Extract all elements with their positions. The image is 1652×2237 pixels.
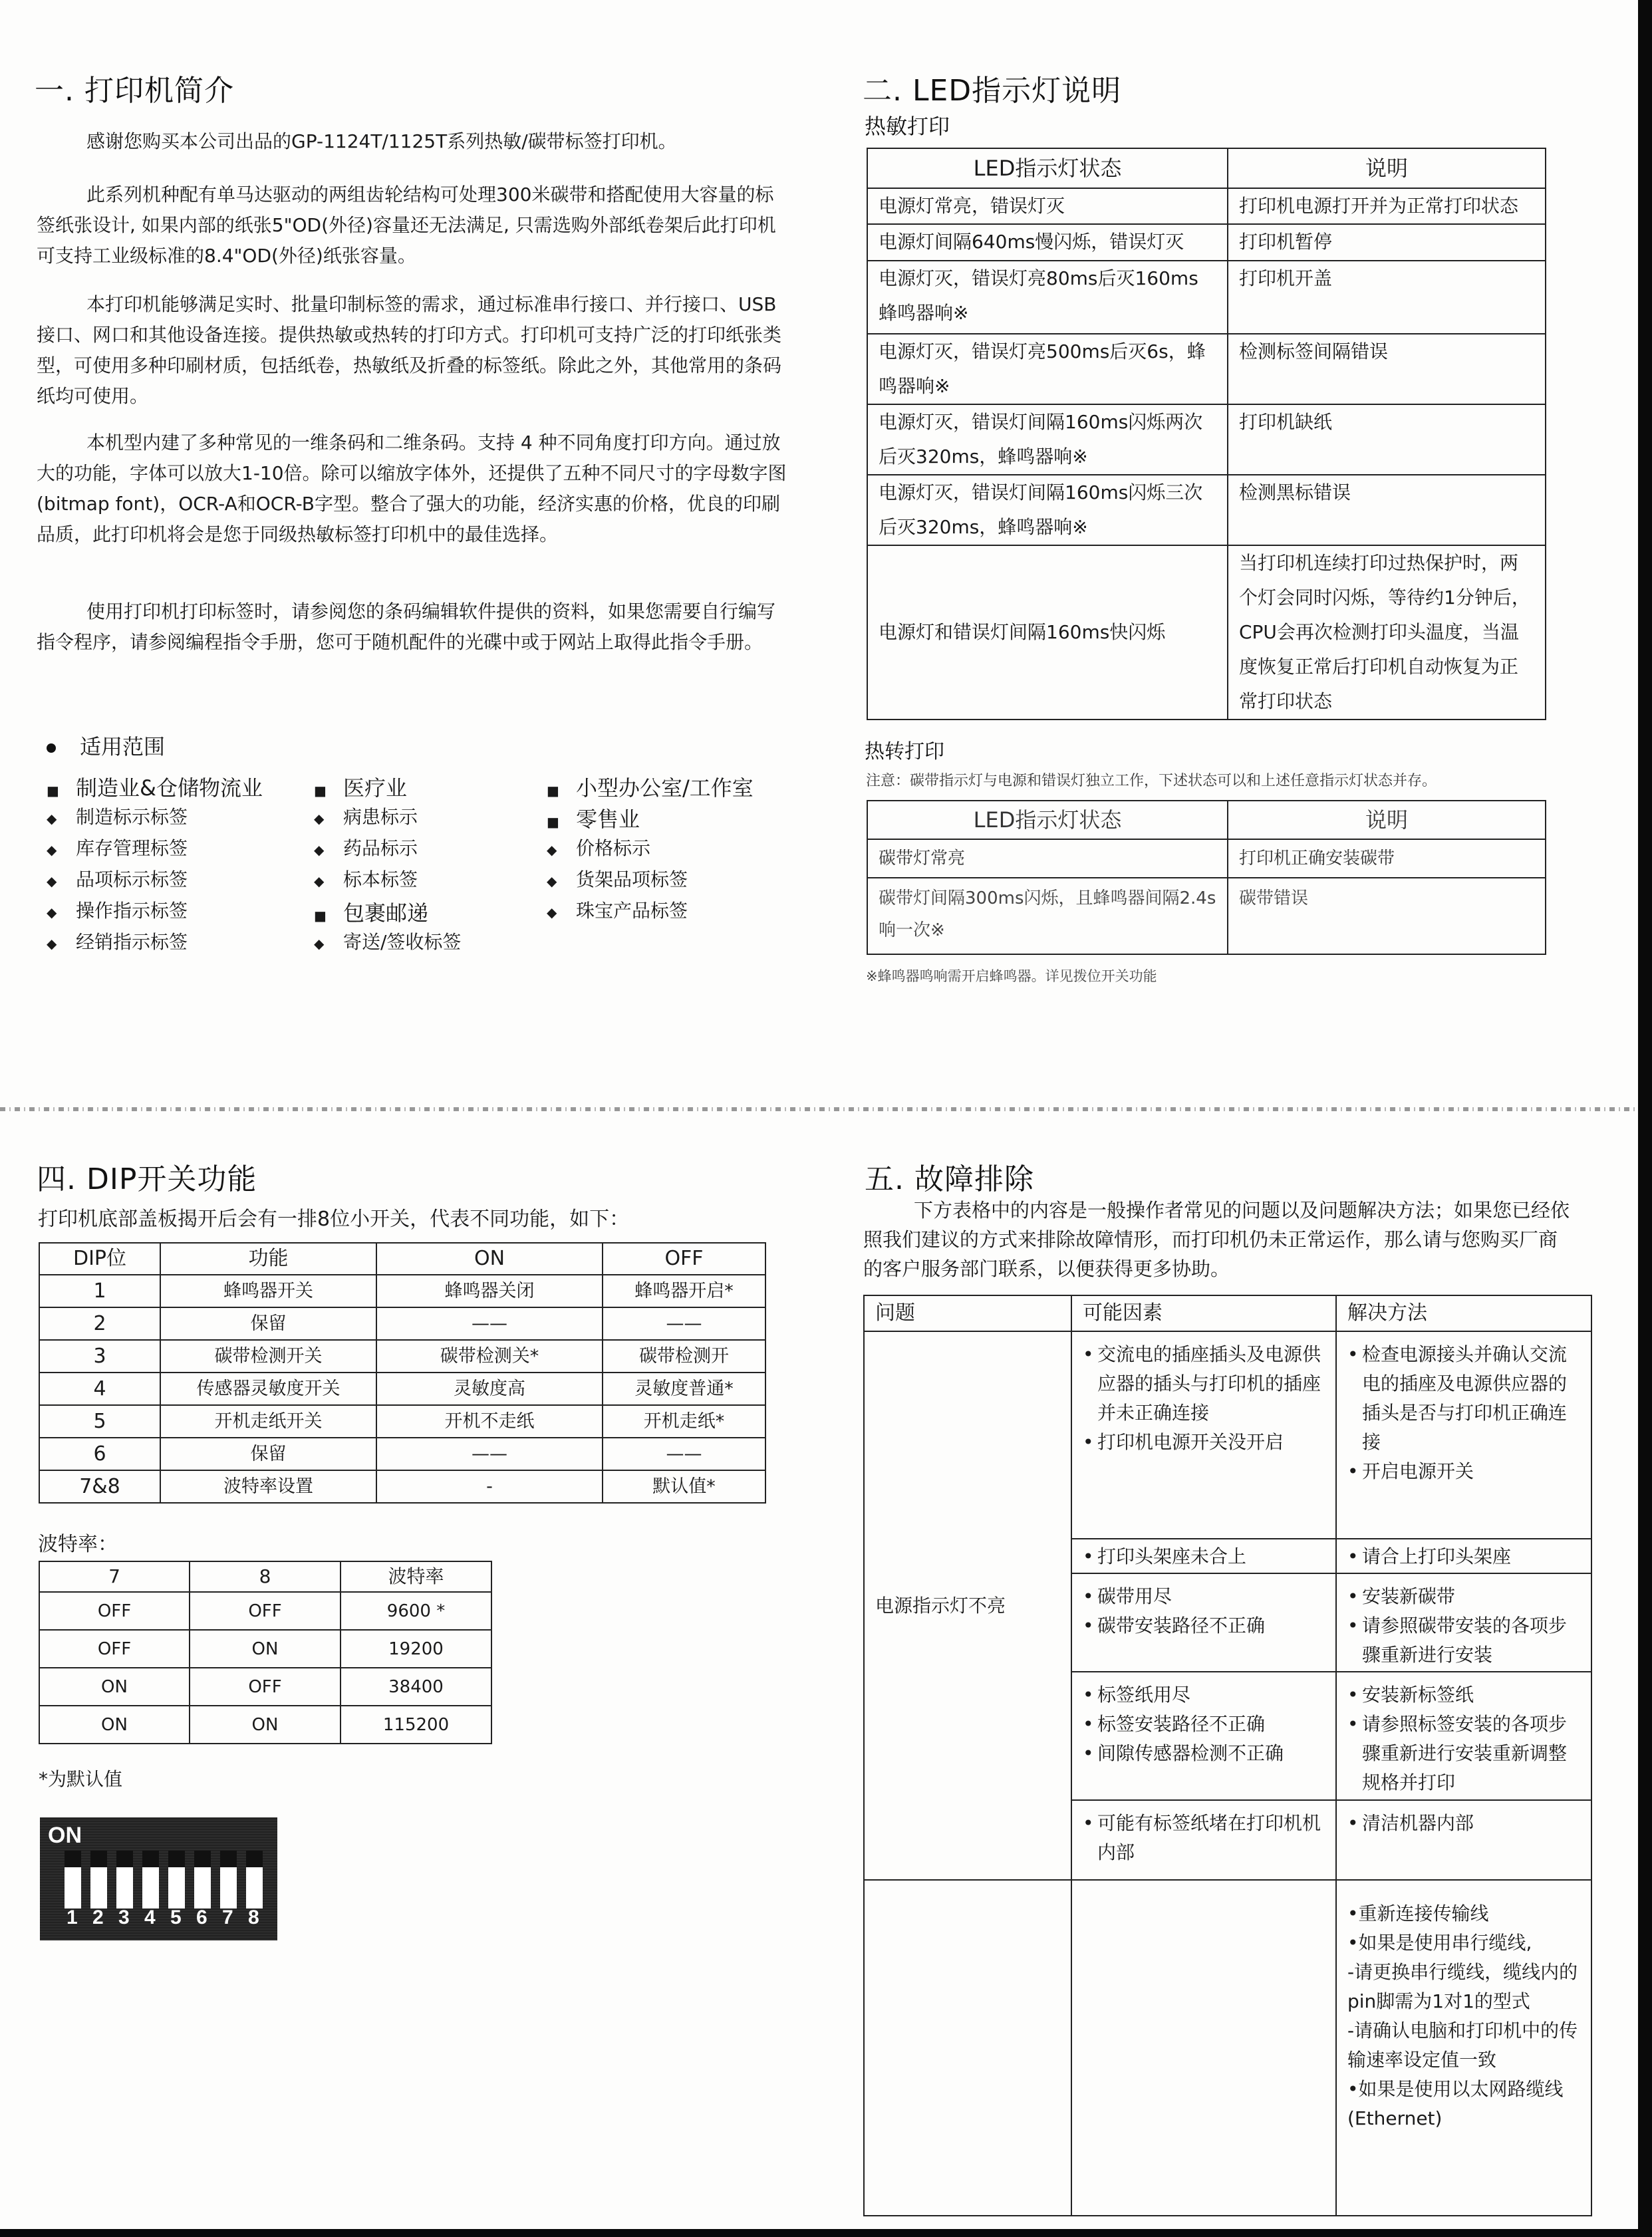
problem-cell xyxy=(864,1880,1071,2216)
paragraph-text: 感谢您购买本公司出品的GP-1124T/1125T系列热敏/碳带标签打印机。 xyxy=(86,130,677,152)
scope-item-label: 药品标示 xyxy=(343,837,418,859)
scan-edge-right xyxy=(1638,0,1652,2237)
led-state-cell: 电源灯灭，错误灯间隔160ms闪烁三次后灭320ms，蜂鸣器响※ xyxy=(867,475,1228,545)
scope-item xyxy=(314,928,461,954)
column-header: 解决方法 xyxy=(1336,1295,1591,1331)
dip-switch-number: 3 xyxy=(118,1907,130,1928)
scope-item-label: 制造业&仓储物流业 xyxy=(76,775,263,801)
scope-item-label: 制造标示标签 xyxy=(76,806,188,828)
cause-item: • 间隙传感器检测不正确 xyxy=(1083,1739,1325,1768)
transfer-note: 注意：碳带指示灯与电源和错误灯独立工作，下述状态可以和上述任意指示灯状态并存。 xyxy=(866,773,1437,789)
baud-row xyxy=(39,1630,491,1668)
led-desc-cell: 打印机暂停 xyxy=(1228,224,1546,261)
bullet-icon xyxy=(47,743,56,753)
troubleshoot-row xyxy=(864,1331,1591,1539)
baud-title: 波特率： xyxy=(38,1533,118,1556)
solution-cell xyxy=(1336,1539,1591,1573)
dip-cell: 碳带检测开关 xyxy=(160,1340,376,1373)
troubleshoot-table xyxy=(863,1295,1592,2216)
scope-item xyxy=(47,803,188,829)
led-state-cell: 电源灯常亮，错误灯灭 xyxy=(867,188,1228,224)
scope-item-label: 珠宝产品标签 xyxy=(576,900,688,922)
scope-item-label: 寄送/签收标签 xyxy=(343,931,462,953)
solution-item: •如果是使用串行缆线, xyxy=(1347,1932,1532,1954)
dip-intro: 打印机底部盖板揭开后会有一排8位小开关，代表不同功能，如下： xyxy=(38,1208,630,1231)
led-desc-cell: 打印机缺纸 xyxy=(1228,404,1546,475)
solution-item: •如果是使用以太网路缆线(Ethernet) xyxy=(1347,2078,1564,2129)
square-bullet-icon: ■ xyxy=(547,814,559,830)
dip-cell: 5 xyxy=(39,1405,160,1438)
cause-item: • 碳带安装路径不正确 xyxy=(1083,1611,1325,1641)
led-state-cell: 电源灯灭，错误灯间隔160ms闪烁两次后灭320ms，蜂鸣器响※ xyxy=(867,404,1228,475)
cause-cell xyxy=(1071,1331,1336,1539)
scan-edge-bottom xyxy=(0,2229,1652,2237)
scope-item xyxy=(547,834,650,860)
cause-cell xyxy=(1071,1672,1336,1800)
scope-item xyxy=(547,803,640,833)
dip-cell: 碳带检测关* xyxy=(376,1340,603,1373)
column-header: 波特率 xyxy=(341,1561,491,1592)
solution-item: • 安装新标签纸 xyxy=(1347,1680,1580,1710)
dip-switch-number: 1 xyxy=(67,1907,78,1928)
scope-item xyxy=(314,865,418,892)
square-bullet-icon: ■ xyxy=(47,783,59,799)
scope-item-label: 价格标示 xyxy=(576,837,651,859)
dip-cell: —— xyxy=(603,1307,765,1340)
scope-item xyxy=(547,865,688,892)
scope-item-label: 库存管理标签 xyxy=(76,837,188,859)
square-bullet-icon: ■ xyxy=(547,783,559,799)
baud-cell: OFF xyxy=(39,1630,190,1668)
solution-item: -请确认电脑和打印机中的传输速率设定值一致 xyxy=(1347,2020,1578,2071)
led-thermal-table xyxy=(867,148,1546,720)
dip-cell: 保留 xyxy=(160,1438,376,1470)
diamond-bullet-icon: ◆ xyxy=(314,873,325,889)
dip-cell: 开机走纸* xyxy=(603,1405,765,1438)
scope-item-label: 货架品项标签 xyxy=(576,868,688,890)
scope-item xyxy=(47,834,188,860)
dip-cell: 6 xyxy=(39,1438,160,1470)
solution-item: • 安装新碳带 xyxy=(1347,1582,1580,1611)
column-header: OFF xyxy=(603,1243,765,1275)
dip-cell: 2 xyxy=(39,1307,160,1340)
dip-cell: 蜂鸣器开关 xyxy=(160,1275,376,1307)
baud-cell: 115200 xyxy=(341,1706,491,1744)
led-state-cell: 电源灯和错误灯间隔160ms快闪烁 xyxy=(867,545,1228,720)
column-header: DIP位 xyxy=(39,1243,160,1275)
dip-cell: —— xyxy=(376,1307,603,1340)
scope-item xyxy=(314,834,418,860)
section-4-title: 四. DIP开关功能 xyxy=(37,1162,257,1196)
baud-rate-table xyxy=(39,1561,492,1744)
dip-row xyxy=(39,1470,765,1503)
column-header: 7 xyxy=(39,1561,190,1592)
cause-item: • 可能有标签纸堵在打印机机内部 xyxy=(1083,1809,1325,1867)
scope-item xyxy=(314,803,418,829)
baud-cell: ON xyxy=(190,1630,341,1668)
column-header: 问题 xyxy=(864,1295,1071,1331)
dip-switch-table xyxy=(39,1242,766,1504)
paragraph-text: 使用打印机打印标签时，请参阅您的条码编辑软件提供的资料，如果您需要自行编写指令程序，请参阅编程指令手册，您可于随机配件的光碟中或于网站上取得此指令手册。 xyxy=(37,600,776,653)
dip-switch-number: 4 xyxy=(144,1907,156,1928)
dip-cell: —— xyxy=(603,1438,765,1470)
dip-cell: 默认值* xyxy=(603,1470,765,1503)
baud-cell: 38400 xyxy=(341,1668,491,1706)
intro-paragraph-4 xyxy=(37,428,788,550)
dip-switch-lever xyxy=(116,1851,133,1908)
solution-cell xyxy=(1336,1800,1591,1880)
intro-paragraph-3 xyxy=(37,289,788,412)
cause-item: • 标签纸用尽 xyxy=(1083,1680,1325,1710)
dip-switch-lever xyxy=(142,1851,159,1908)
diamond-bullet-icon: ◆ xyxy=(314,936,325,952)
baud-cell: OFF xyxy=(190,1592,341,1630)
diamond-bullet-icon: ◆ xyxy=(47,904,57,920)
dip-cell: 传感器灵敏度开关 xyxy=(160,1373,376,1405)
baud-cell: 9600 * xyxy=(341,1592,491,1630)
solution-item: -请更换串行缆线，缆线内的pin脚需为1对1的型式 xyxy=(1347,1961,1578,2012)
led-desc-cell: 打印机开盖 xyxy=(1228,261,1546,334)
solution-item: • 检查电源接头并确认交流电的插座及电源供应器的插头是否与打印机正确连接 xyxy=(1347,1340,1580,1457)
diamond-bullet-icon: ◆ xyxy=(47,936,57,952)
dip-cell: - xyxy=(376,1470,603,1503)
baud-cell: ON xyxy=(190,1706,341,1744)
scope-item xyxy=(47,865,188,892)
column-header: ON xyxy=(376,1243,603,1275)
scope-title: 适用范围 xyxy=(80,734,166,759)
dip-switch-number: 5 xyxy=(170,1907,182,1928)
diamond-bullet-icon: ◆ xyxy=(314,842,325,858)
dip-switch-graphic xyxy=(40,1817,277,1940)
solution-item: • 请参照碳带安装的各项步骤重新进行安装 xyxy=(1347,1611,1580,1670)
dip-switch-number: 6 xyxy=(196,1907,207,1928)
section-5-title: 五. 故障排除 xyxy=(865,1162,1034,1196)
scope-item-label: 品项标示标签 xyxy=(76,868,188,890)
cause-item: • 标签安装路径不正确 xyxy=(1083,1710,1325,1739)
led-desc-cell: 打印机电源打开并为正常打印状态 xyxy=(1228,188,1546,224)
dip-cell: 开机不走纸 xyxy=(376,1405,603,1438)
dip-switch-number: 2 xyxy=(92,1907,104,1928)
led-state-cell: 碳带灯间隔300ms闪烁，且蜂鸣器间隔2.4s响一次※ xyxy=(867,878,1228,954)
scope-item-label: 经销指示标签 xyxy=(76,931,188,953)
dip-switch-lever xyxy=(220,1851,237,1908)
section-1-title: 一. 打印机简介 xyxy=(35,74,234,108)
column-header: 说明 xyxy=(1228,148,1546,188)
paragraph-text: 本打印机能够满足实时、批量印制标签的需求，通过标准串行接口、并行接口、USB接口、网口和其他设备连接。提供热敏或热转的打印方式。打印机可支持广泛的打印纸张类型，可使用多种印刷材质，包括纸卷，热敏纸及折叠的标签纸。除此之外，其他常用的条码纸均可使用。 xyxy=(37,293,782,407)
column-header: 功能 xyxy=(160,1243,376,1275)
cause-cell xyxy=(1071,1539,1336,1573)
diamond-bullet-icon: ◆ xyxy=(314,811,325,827)
scope-item xyxy=(47,928,188,954)
cause-item: • 打印头架座未合上 xyxy=(1083,1542,1325,1571)
dip-cell: 碳带检测开 xyxy=(603,1340,765,1373)
solution-item: • 请参照标签安装的各项步骤重新进行安装重新调整规格并打印 xyxy=(1347,1710,1580,1797)
transfer-print-subtitle: 热转打印 xyxy=(865,740,944,763)
diamond-bullet-icon: ◆ xyxy=(547,842,557,858)
solution-cell xyxy=(1336,1573,1591,1672)
scope-item xyxy=(314,896,428,927)
column-header: 可能因素 xyxy=(1071,1295,1336,1331)
cause-cell xyxy=(1071,1800,1336,1880)
column-header: LED指示灯状态 xyxy=(867,801,1228,839)
baud-row xyxy=(39,1706,491,1744)
dip-row xyxy=(39,1275,765,1307)
cause-item: • 打印机电源开关没开启 xyxy=(1083,1428,1325,1457)
scope-item-label: 包裹邮递 xyxy=(343,900,429,926)
intro-paragraph-2 xyxy=(37,180,788,271)
solution-item: • 请合上打印头架座 xyxy=(1347,1542,1580,1571)
led-desc-cell: 检测标签间隔错误 xyxy=(1228,334,1546,404)
dip-switch-lever xyxy=(246,1851,263,1908)
dip-cell: 波特率设置 xyxy=(160,1470,376,1503)
dip-switch-lever xyxy=(194,1851,211,1908)
led-transfer-table xyxy=(867,800,1546,955)
column-header: 8 xyxy=(190,1561,341,1592)
paragraph-text: 本机型内建了多种常见的一维条码和二维条码。支持 4 种不同角度打印方向。通过放大的功能，字体可以放大1-10倍。除可以缩放字体外，还提供了五种不同尺寸的字母数字图(bitmap font)，OCR-A和OCR-B字型。整合了强大的功能，经济实惠的价格，优良的印刷品质，此打印机将会是您于同级热敏标签打印机中的最佳选择。 xyxy=(37,432,787,545)
solution-item: •重新连接传输线 xyxy=(1347,1903,1489,1924)
column-header: 说明 xyxy=(1228,801,1546,839)
scope-item-label: 小型办公室/工作室 xyxy=(576,775,754,801)
dip-row xyxy=(39,1373,765,1405)
column-header: LED指示灯状态 xyxy=(867,148,1228,188)
troubleshoot-row xyxy=(864,1880,1591,2216)
baud-cell: 19200 xyxy=(341,1630,491,1668)
thermal-print-subtitle: 热敏打印 xyxy=(865,114,950,139)
intro-paragraph-1 xyxy=(37,126,788,157)
scope-item-label: 病患标示 xyxy=(343,806,418,828)
cause-cell xyxy=(1071,1880,1336,2216)
dip-cell: 开机走纸开关 xyxy=(160,1405,376,1438)
dip-switch-lever xyxy=(65,1851,81,1908)
square-bullet-icon: ■ xyxy=(314,783,327,799)
dip-row xyxy=(39,1405,765,1438)
dip-row xyxy=(39,1438,765,1470)
scope-heading xyxy=(47,730,165,761)
baud-row xyxy=(39,1668,491,1706)
solution-item: • 开启电源开关 xyxy=(1347,1457,1580,1486)
led-desc-cell: 打印机正确安装碳带 xyxy=(1228,839,1546,878)
dip-cell: —— xyxy=(376,1438,603,1470)
baud-cell: ON xyxy=(39,1668,190,1706)
dip-row xyxy=(39,1340,765,1373)
led-desc-cell: 碳带错误 xyxy=(1228,878,1546,954)
page-fold-divider xyxy=(0,1107,1636,1111)
dip-cell: 蜂鸣器开启* xyxy=(603,1275,765,1307)
scope-item xyxy=(47,771,263,802)
dip-cell: 灵敏度普通* xyxy=(603,1373,765,1405)
scope-item xyxy=(547,771,754,802)
solution-item: • 清洁机器内部 xyxy=(1347,1809,1580,1838)
section-2-title: 二. LED指示灯说明 xyxy=(863,74,1122,108)
cause-item: • 碳带用尽 xyxy=(1083,1582,1325,1611)
baud-cell: OFF xyxy=(39,1592,190,1630)
diamond-bullet-icon: ◆ xyxy=(47,873,57,889)
solution-cell xyxy=(1336,1331,1591,1539)
scope-item-label: 医疗业 xyxy=(343,775,408,801)
led-state-cell: 电源灯灭，错误灯亮80ms后灭160ms蜂鸣器响※ xyxy=(867,261,1228,334)
dip-cell: 4 xyxy=(39,1373,160,1405)
diamond-bullet-icon: ◆ xyxy=(47,811,57,827)
led-state-cell: 电源灯灭，错误灯亮500ms后灭6s，蜂鸣器响※ xyxy=(867,334,1228,404)
led-desc-cell: 检测黑标错误 xyxy=(1228,475,1546,545)
diamond-bullet-icon: ◆ xyxy=(547,873,557,889)
scope-item xyxy=(314,771,407,802)
cause-cell xyxy=(1071,1573,1336,1672)
problem-cell: 电源指示灯不亮 xyxy=(864,1331,1071,1880)
dip-cell: 7&8 xyxy=(39,1470,160,1503)
dip-cell: 灵敏度高 xyxy=(376,1373,603,1405)
dip-switch-number: 8 xyxy=(248,1907,259,1928)
scope-item xyxy=(47,896,188,923)
solution-cell xyxy=(1336,1880,1591,2216)
square-bullet-icon: ■ xyxy=(314,908,327,924)
cause-item: • 交流电的插座插头及电源供应器的插头与打印机的插座并未正确连接 xyxy=(1083,1340,1325,1428)
dip-cell: 3 xyxy=(39,1340,160,1373)
solution-cell xyxy=(1336,1672,1591,1800)
scope-item-label: 零售业 xyxy=(576,807,640,832)
baud-row xyxy=(39,1592,491,1630)
dip-cell: 1 xyxy=(39,1275,160,1307)
baud-cell: OFF xyxy=(190,1668,341,1706)
troubleshoot-intro: 下方表格中的内容是一般操作者常见的问题以及问题解决方法；如果您已经依照我们建议的方式来排除故障情形，而打印机仍未正常运作，那么请与您购买厂商的客户服务部门联系，以便获得更多协助。 xyxy=(863,1199,1570,1280)
buzzer-footnote: ※蜂鸣器鸣响需开启蜂鸣器。详见拨位开关功能 xyxy=(866,968,1157,984)
diamond-bullet-icon: ◆ xyxy=(547,904,557,920)
dip-cell: 保留 xyxy=(160,1307,376,1340)
default-value-note: *为默认值 xyxy=(39,1768,123,1790)
scope-item-label: 操作指示标签 xyxy=(76,900,188,922)
baud-cell: ON xyxy=(39,1706,190,1744)
dip-on-label: ON xyxy=(48,1823,82,1848)
intro-paragraph-5 xyxy=(37,596,788,658)
led-state-cell: 碳带灯常亮 xyxy=(867,839,1228,878)
dip-cell: 蜂鸣器关闭 xyxy=(376,1275,603,1307)
dip-row xyxy=(39,1307,765,1340)
dip-switch-lever xyxy=(90,1851,107,1908)
diamond-bullet-icon: ◆ xyxy=(47,842,57,858)
led-state-cell: 电源灯间隔640ms慢闪烁，错误灯灭 xyxy=(867,224,1228,261)
dip-switch-number: 7 xyxy=(222,1907,233,1928)
scope-item-label: 标本标签 xyxy=(343,868,418,890)
scope-item xyxy=(547,896,688,923)
dip-switch-lever xyxy=(168,1851,185,1908)
led-desc-cell: 当打印机连续打印过热保护时，两个灯会同时闪烁，等待约1分钟后，CPU会再次检测打印头温度，当温度恢复正常后打印机自动恢复为正常打印状态 xyxy=(1228,545,1546,720)
paragraph-text: 此系列机种配有单马达驱动的两组齿轮结构可处理300米碳带和搭配使用大容量的标签纸张设计, 如果内部的纸张5"OD(外径)容量还无法满足, 只需选购外部纸卷架后此打印机可支持工业级标准的8.4"OD(外径)纸张容量。 xyxy=(37,184,776,267)
